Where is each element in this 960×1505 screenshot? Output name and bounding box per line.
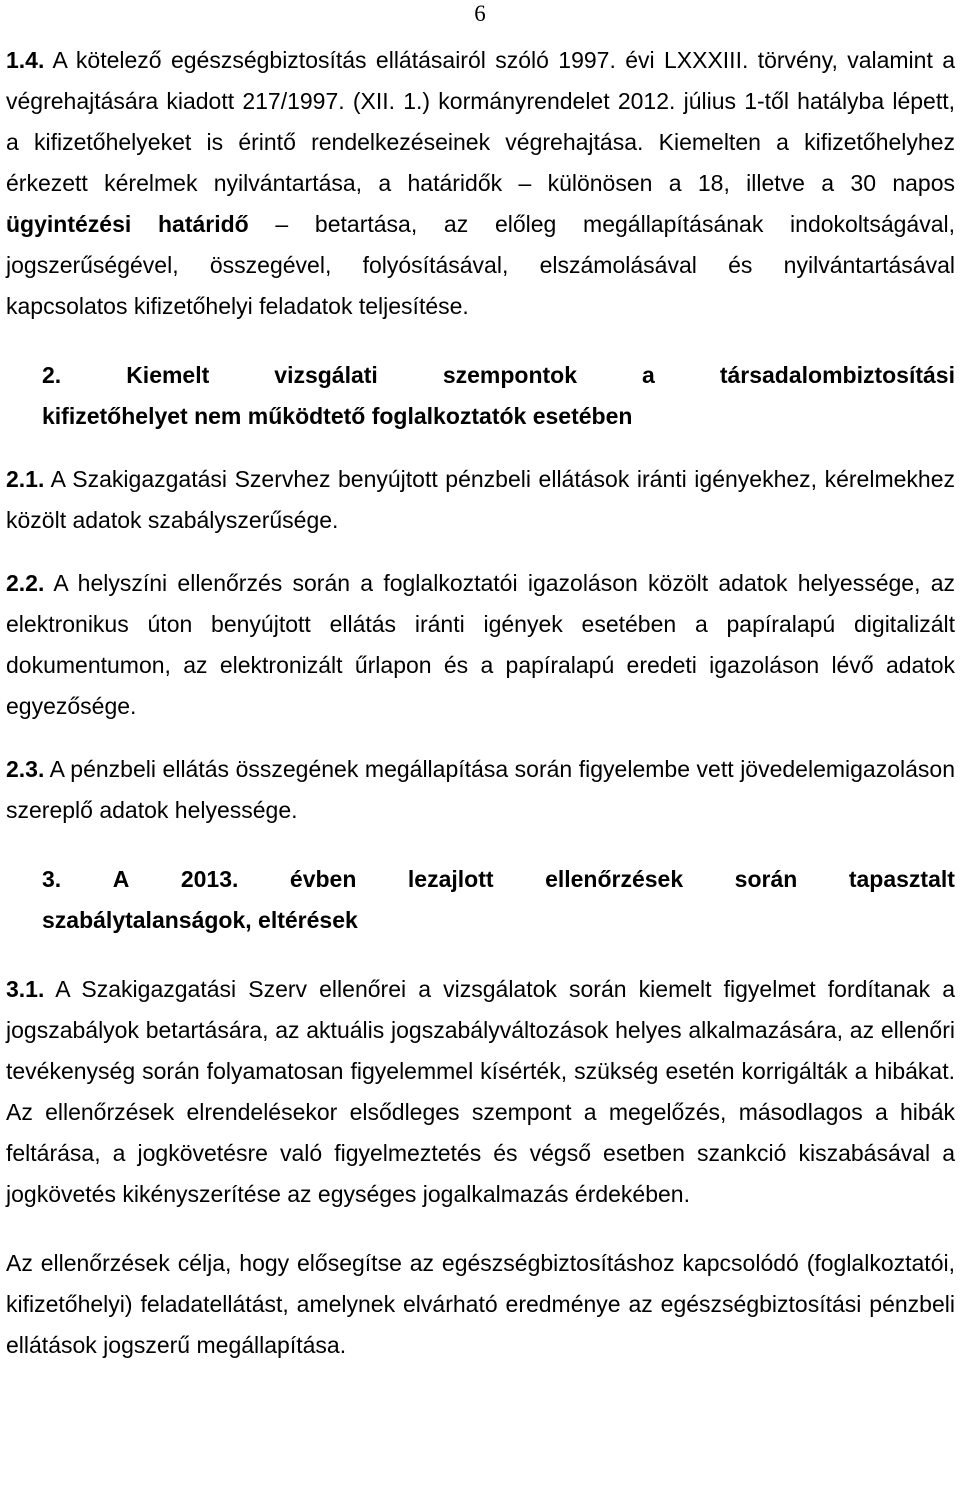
section-number: 2.1. (6, 466, 45, 492)
heading-3-line-1 (42, 859, 955, 900)
paragraph-text: – betartása, az előleg megállapításának indokoltságával, jogszerűségével, összegével, folyósításával, elszámolásával és nyilvántartásával kapcsolatos kifizetőhelyi feladatok teljesítése. (6, 211, 955, 319)
heading-word: ellenőrzések (545, 866, 684, 892)
heading-word: a (642, 362, 655, 388)
heading-word: vizsgálati (274, 362, 378, 388)
heading-word: 2013. (180, 866, 239, 892)
heading-word: Kiemelt (126, 362, 210, 388)
section-number: 2.3. (6, 756, 45, 782)
heading-word: évben (289, 866, 357, 892)
heading-number: 3. (42, 866, 62, 892)
paragraph-text: A Szakigazgatási Szerv ellenőrei a vizsgálatok során kiemelt figyelmet fordítanak a jogszabályok betartására, az aktuális jogszabályváltozások helyes alkalmazására, az ellenőri tevékenység során folyamatosan figyelemmel kísérték, szükség esetén korrigálták a hibákat. Az ellenőrzések elrendelésekor elsődleges szempont a megelőzés, másodlagos a hibák feltárása, a jogkövetésre való figyelmeztetés és végső esetben szankció kiszabásával a jogkövetés kikényszerítése az egységes jogalkalmazás érdekében. (6, 976, 955, 1207)
paragraph-text: A Szakigazgatási Szervhez benyújtott pénzbeli ellátások iránti igényekhez, kérelmekhez közölt adatok szabályszerűsége. (6, 466, 955, 533)
heading-word: tapasztalt (848, 866, 955, 892)
heading-number: 2. (42, 362, 62, 388)
section-number: 1.4. (6, 47, 45, 73)
closing-paragraph: Az ellenőrzések célja, hogy elősegítse az egészségbiztosításhoz kapcsolódó (foglalkoztatói, kifizetőhelyi) feladatellátást, amelynek elvárható eredménye az egészségbiztosítási pénzbeli ellátások jogszerű megállapítása. (6, 1250, 955, 1358)
section-number: 2.2. (6, 570, 45, 596)
emphasis-text: ügyintézési határidő (6, 211, 249, 237)
heading-3 (6, 859, 955, 941)
heading-2-line-2: kifizetőhelyet nem működtető foglalkoztatók esetében (42, 403, 633, 429)
heading-word: lezajlott (407, 866, 494, 892)
section-number: 3.1. (6, 976, 45, 1002)
heading-3-line-2: szabálytalanságok, eltérések (42, 907, 358, 933)
paragraph-text: A kötelező egészségbiztosítás ellátásairól szóló 1997. évi LXXXIII. törvény, valamint a végrehajtására kiadott 217/1997. (XII. 1.) kormányrendelet 2012. július 1-től hatályba lépett, a kifizetőhelyeket is érintő rendelkezéseinek végrehajtása. Kiemelten a kifizetőhelyhez érkezett kérelmek nyilvántartása, a határidők – különösen a 18, illetve a 30 napos (6, 47, 955, 196)
paragraph-text: A pénzbeli ellátás összegének megállapítása során figyelembe vett jövedelemigazoláson szereplő adatok helyessége. (6, 756, 955, 823)
heading-2 (6, 355, 955, 437)
heading-word: A (112, 866, 130, 892)
heading-word: szempontok (442, 362, 578, 388)
section-2-3-paragraph (6, 749, 955, 831)
document-body (6, 40, 955, 1366)
heading-2-line-1 (42, 355, 955, 396)
section-3-1-paragraph (6, 969, 955, 1215)
page-number: 6 (474, 1, 486, 26)
section-2-2-paragraph (6, 563, 955, 727)
paragraph-text: A helyszíni ellenőrzés során a foglalkoztatói igazoláson közölt adatok helyessége, az elektronikus úton benyújtott ellátás iránti igények esetében a papíralapú digitalizált dokumentumon, az elektronizált űrlapon és a papíralapú eredeti igazoláson lévő adatok egyezősége. (6, 570, 955, 719)
section-2-1-paragraph (6, 459, 955, 541)
heading-word: társadalombiztosítási (719, 362, 955, 388)
heading-word: során (734, 866, 798, 892)
section-1-4-paragraph (6, 40, 955, 327)
